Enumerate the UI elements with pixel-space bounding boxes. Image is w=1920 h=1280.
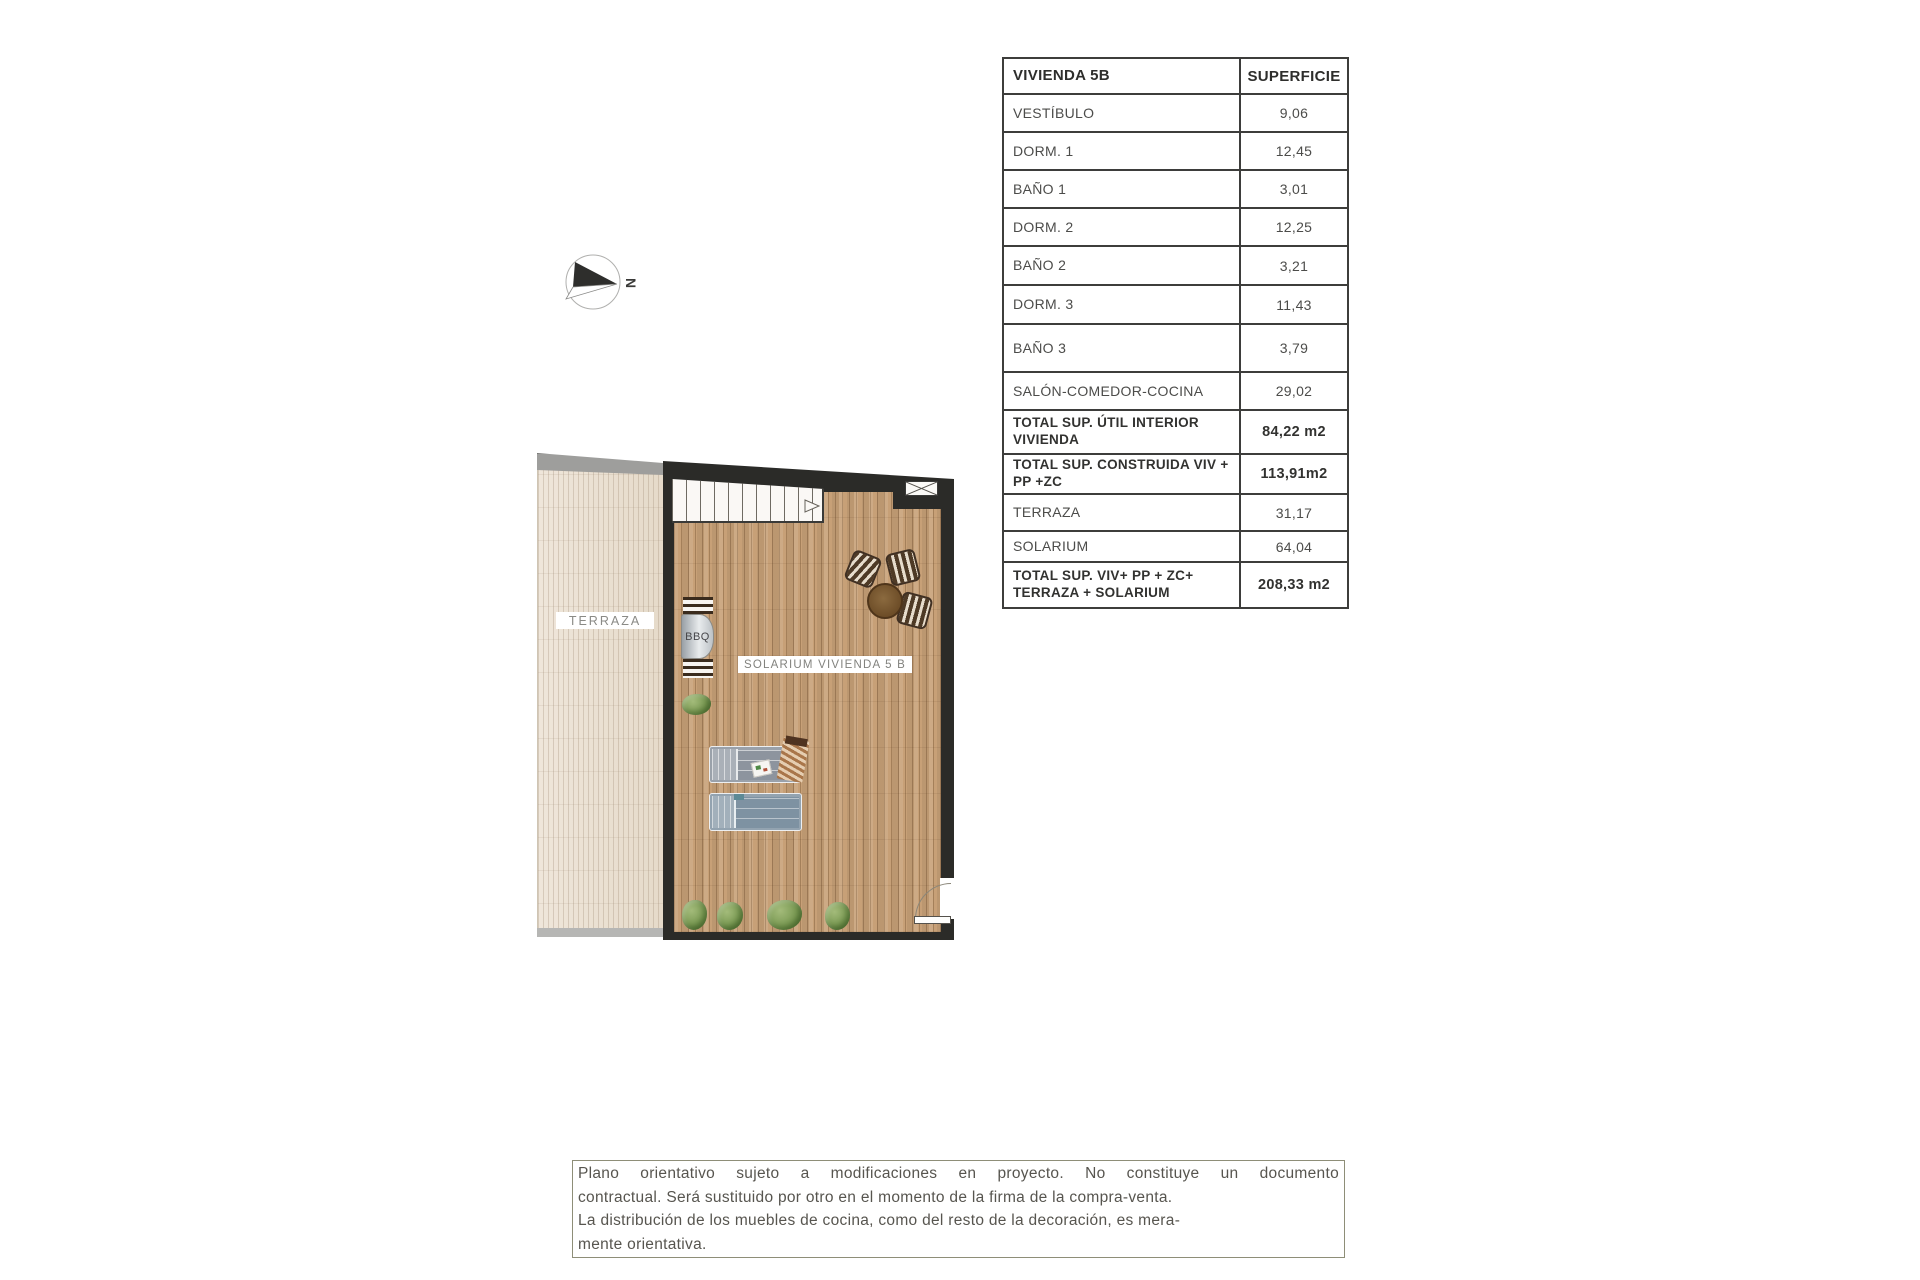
terraza-label: TERRAZA xyxy=(556,612,654,629)
terraza-bottom-wall xyxy=(537,928,663,937)
room-area: 12,45 xyxy=(1240,132,1348,170)
room-area: 9,06 xyxy=(1240,94,1348,132)
room-label: BAÑO 1 xyxy=(1003,170,1240,208)
disclaimer-line: mente orientativa. xyxy=(578,1235,707,1253)
disclaimer-line: Plano orientativo sujeto a modificaciones en proyecto. No constituye un documento xyxy=(578,1165,1339,1182)
table-row xyxy=(1003,170,1348,208)
table-row xyxy=(1003,285,1348,324)
lounger-backrest xyxy=(712,796,736,828)
disclaimer-line: La distribución de los muebles de cocina, como del resto de la decoración, es mera- xyxy=(578,1212,1181,1229)
bbq-counter-bottom xyxy=(683,659,713,678)
table-header-surface: SUPERFICIE xyxy=(1240,58,1348,94)
total-area: 113,91m2 xyxy=(1240,454,1348,494)
room-area: 11,43 xyxy=(1240,285,1348,324)
table-row xyxy=(1003,494,1348,531)
table-total-row xyxy=(1003,410,1348,454)
lounger-backrest xyxy=(712,749,738,780)
table-row xyxy=(1003,246,1348,285)
surface-area-table xyxy=(1002,57,1349,609)
table-row xyxy=(1003,208,1348,246)
room-area: 3,01 xyxy=(1240,170,1348,208)
room-label: BAÑO 3 xyxy=(1003,324,1240,372)
total-label: TOTAL SUP. VIV+ PP + ZC+ TERRAZA + SOLARIUM xyxy=(1003,562,1240,608)
room-area: 29,02 xyxy=(1240,372,1348,410)
total-label: TOTAL SUP. CONSTRUIDA VIV + PP +ZC xyxy=(1003,454,1240,494)
total-area: 84,22 m2 xyxy=(1240,410,1348,454)
stairs-base-line xyxy=(672,521,824,523)
room-label: VESTÍBULO xyxy=(1003,94,1240,132)
total-label: TOTAL SUP. ÚTIL INTERIOR VIVIENDA xyxy=(1003,410,1240,454)
room-area: 3,79 xyxy=(1240,324,1348,372)
room-label: DORM. 3 xyxy=(1003,285,1240,324)
table-row xyxy=(1003,94,1348,132)
solarium-label: SOLARIUM VIVIENDA 5 B xyxy=(738,656,912,673)
north-letter: N xyxy=(623,277,639,289)
table-row xyxy=(1003,132,1348,170)
bbq-label: BBQ xyxy=(685,630,710,643)
room-label: DORM. 1 xyxy=(1003,132,1240,170)
table-total-row xyxy=(1003,454,1348,494)
table-total-row xyxy=(1003,562,1348,608)
round-dining-table xyxy=(867,583,903,619)
room-label: SALÓN-COMEDOR-COCINA xyxy=(1003,372,1240,410)
lounger-mat xyxy=(736,797,799,828)
stairs-direction-arrow-icon xyxy=(803,498,821,514)
room-area: 31,17 xyxy=(1240,494,1348,531)
table-header-dwelling: VIVIENDA 5B xyxy=(1003,58,1240,94)
table-header-row xyxy=(1003,58,1348,94)
skylight-icon xyxy=(905,481,938,496)
table-row xyxy=(1003,531,1348,562)
bbq-counter-top xyxy=(683,597,713,614)
door-leaf xyxy=(914,916,951,924)
bbq-grill xyxy=(681,614,714,659)
disclaimer-line: contractual. Será sustituido por otro en el momento de la firma de la compra-venta. xyxy=(578,1188,1173,1206)
room-area: 64,04 xyxy=(1240,531,1348,562)
table-row xyxy=(1003,324,1348,372)
room-label: TERRAZA xyxy=(1003,494,1240,531)
sun-lounger xyxy=(709,793,802,831)
table-row xyxy=(1003,372,1348,410)
lounger-accent xyxy=(734,794,744,800)
room-label: DORM. 2 xyxy=(1003,208,1240,246)
room-label: BAÑO 2 xyxy=(1003,246,1240,285)
disclaimer-box xyxy=(572,1160,1345,1258)
room-label: SOLARIUM xyxy=(1003,531,1240,562)
floor-plan xyxy=(537,450,957,942)
room-area: 3,21 xyxy=(1240,246,1348,285)
total-area: 208,33 m2 xyxy=(1240,562,1348,608)
terraza-area xyxy=(537,450,664,937)
room-area: 12,25 xyxy=(1240,208,1348,246)
